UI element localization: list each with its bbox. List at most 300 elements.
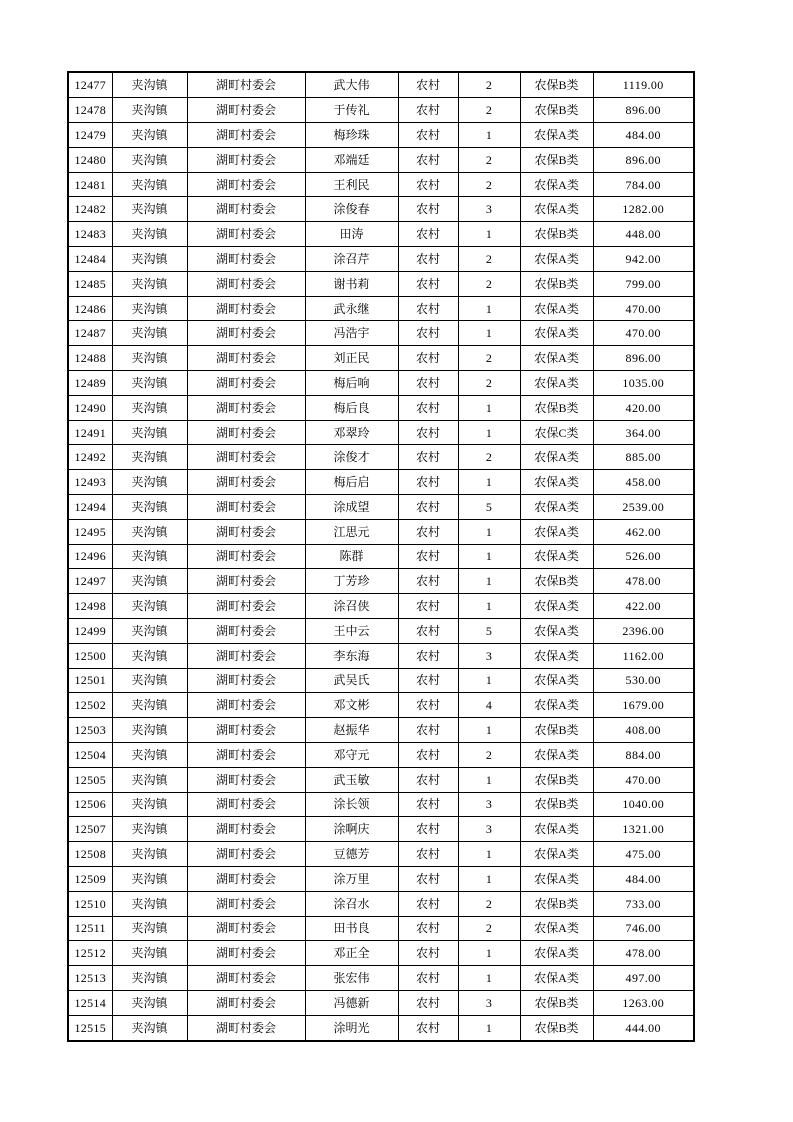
cell-town: 夹沟镇 — [112, 842, 187, 867]
table-row — [68, 222, 694, 247]
cell-id: 12487 — [68, 321, 112, 346]
cell-category: 农保B类 — [520, 222, 593, 247]
cell-type: 农村 — [398, 718, 458, 743]
cell-count: 1 — [458, 842, 520, 867]
cell-category: 农保A类 — [520, 445, 593, 470]
cell-category: 农保A类 — [520, 668, 593, 693]
table-row — [68, 172, 694, 197]
table-row — [68, 817, 694, 842]
cell-name: 武永继 — [305, 296, 398, 321]
cell-village: 湖町村委会 — [187, 296, 305, 321]
table-row — [68, 916, 694, 941]
cell-type: 农村 — [398, 123, 458, 148]
cell-count: 5 — [458, 618, 520, 643]
cell-name: 田书良 — [305, 916, 398, 941]
cell-count: 1 — [458, 321, 520, 346]
cell-village: 湖町村委会 — [187, 594, 305, 619]
cell-name: 涂明光 — [305, 1015, 398, 1041]
table-row — [68, 990, 694, 1015]
cell-type: 农村 — [398, 247, 458, 272]
cell-amount: 896.00 — [593, 98, 694, 123]
cell-id: 12503 — [68, 718, 112, 743]
cell-category: 农保A类 — [520, 346, 593, 371]
table-row — [68, 247, 694, 272]
cell-town: 夹沟镇 — [112, 197, 187, 222]
cell-name: 涂啊庆 — [305, 817, 398, 842]
cell-name: 刘正民 — [305, 346, 398, 371]
cell-amount: 470.00 — [593, 296, 694, 321]
cell-count: 1 — [458, 123, 520, 148]
cell-category: 农保B类 — [520, 718, 593, 743]
cell-type: 农村 — [398, 296, 458, 321]
cell-village: 湖町村委会 — [187, 792, 305, 817]
cell-amount: 1282.00 — [593, 197, 694, 222]
cell-name: 王中云 — [305, 618, 398, 643]
cell-id: 12481 — [68, 172, 112, 197]
cell-count: 3 — [458, 792, 520, 817]
cell-amount: 444.00 — [593, 1015, 694, 1041]
cell-count: 1 — [458, 966, 520, 991]
cell-count: 1 — [458, 519, 520, 544]
cell-id: 12512 — [68, 941, 112, 966]
cell-type: 农村 — [398, 792, 458, 817]
cell-count: 3 — [458, 197, 520, 222]
cell-village: 湖町村委会 — [187, 718, 305, 743]
cell-village: 湖町村委会 — [187, 271, 305, 296]
cell-category: 农保A类 — [520, 296, 593, 321]
cell-count: 2 — [458, 147, 520, 172]
cell-village: 湖町村委会 — [187, 817, 305, 842]
cell-amount: 884.00 — [593, 742, 694, 767]
table-row — [68, 72, 694, 98]
cell-village: 湖町村委会 — [187, 569, 305, 594]
cell-town: 夹沟镇 — [112, 296, 187, 321]
table-row — [68, 742, 694, 767]
cell-count: 1 — [458, 470, 520, 495]
table-row — [68, 618, 694, 643]
table-row — [68, 271, 694, 296]
cell-type: 农村 — [398, 72, 458, 98]
cell-name: 李东海 — [305, 643, 398, 668]
cell-id: 12490 — [68, 395, 112, 420]
cell-count: 2 — [458, 346, 520, 371]
cell-village: 湖町村委会 — [187, 643, 305, 668]
cell-village: 湖町村委会 — [187, 941, 305, 966]
cell-town: 夹沟镇 — [112, 1015, 187, 1041]
cell-count: 3 — [458, 817, 520, 842]
cell-type: 农村 — [398, 147, 458, 172]
cell-town: 夹沟镇 — [112, 767, 187, 792]
cell-name: 武吴氏 — [305, 668, 398, 693]
cell-type: 农村 — [398, 1015, 458, 1041]
table-body — [68, 72, 694, 1041]
cell-village: 湖町村委会 — [187, 445, 305, 470]
cell-town: 夹沟镇 — [112, 742, 187, 767]
cell-village: 湖町村委会 — [187, 668, 305, 693]
cell-type: 农村 — [398, 643, 458, 668]
table-row — [68, 321, 694, 346]
cell-count: 1 — [458, 941, 520, 966]
table-row — [68, 470, 694, 495]
cell-name: 谢书莉 — [305, 271, 398, 296]
table-row — [68, 371, 694, 396]
cell-category: 农保A类 — [520, 693, 593, 718]
cell-type: 农村 — [398, 321, 458, 346]
cell-town: 夹沟镇 — [112, 247, 187, 272]
cell-town: 夹沟镇 — [112, 966, 187, 991]
cell-id: 12491 — [68, 420, 112, 445]
cell-id: 12509 — [68, 866, 112, 891]
cell-id: 12500 — [68, 643, 112, 668]
cell-village: 湖町村委会 — [187, 767, 305, 792]
cell-town: 夹沟镇 — [112, 718, 187, 743]
cell-amount: 2539.00 — [593, 495, 694, 520]
cell-name: 涂长领 — [305, 792, 398, 817]
cell-id: 12479 — [68, 123, 112, 148]
cell-type: 农村 — [398, 668, 458, 693]
cell-town: 夹沟镇 — [112, 866, 187, 891]
cell-town: 夹沟镇 — [112, 470, 187, 495]
cell-village: 湖町村委会 — [187, 990, 305, 1015]
cell-amount: 784.00 — [593, 172, 694, 197]
cell-id: 12488 — [68, 346, 112, 371]
cell-town: 夹沟镇 — [112, 569, 187, 594]
cell-name: 涂召芹 — [305, 247, 398, 272]
cell-id: 12477 — [68, 72, 112, 98]
cell-type: 农村 — [398, 371, 458, 396]
cell-id: 12497 — [68, 569, 112, 594]
cell-count: 4 — [458, 693, 520, 718]
cell-amount: 364.00 — [593, 420, 694, 445]
cell-category: 农保A类 — [520, 643, 593, 668]
cell-name: 王利民 — [305, 172, 398, 197]
cell-category: 农保B类 — [520, 1015, 593, 1041]
cell-town: 夹沟镇 — [112, 544, 187, 569]
cell-name: 邓翠玲 — [305, 420, 398, 445]
cell-category: 农保A类 — [520, 594, 593, 619]
cell-type: 农村 — [398, 346, 458, 371]
cell-village: 湖町村委会 — [187, 147, 305, 172]
cell-name: 陈群 — [305, 544, 398, 569]
cell-category: 农保A类 — [520, 916, 593, 941]
cell-village: 湖町村委会 — [187, 1015, 305, 1041]
cell-id: 12495 — [68, 519, 112, 544]
cell-town: 夹沟镇 — [112, 321, 187, 346]
cell-town: 夹沟镇 — [112, 98, 187, 123]
cell-category: 农保A类 — [520, 495, 593, 520]
cell-type: 农村 — [398, 842, 458, 867]
cell-count: 2 — [458, 371, 520, 396]
cell-id: 12496 — [68, 544, 112, 569]
cell-count: 1 — [458, 718, 520, 743]
table-row — [68, 147, 694, 172]
cell-id: 12501 — [68, 668, 112, 693]
cell-amount: 422.00 — [593, 594, 694, 619]
cell-category: 农保B类 — [520, 98, 593, 123]
cell-name: 梅珍珠 — [305, 123, 398, 148]
table-row — [68, 569, 694, 594]
cell-type: 农村 — [398, 941, 458, 966]
cell-name: 邓正全 — [305, 941, 398, 966]
cell-type: 农村 — [398, 990, 458, 1015]
cell-id: 12504 — [68, 742, 112, 767]
cell-type: 农村 — [398, 767, 458, 792]
cell-count: 2 — [458, 72, 520, 98]
table-row — [68, 346, 694, 371]
table-row — [68, 544, 694, 569]
cell-category: 农保B类 — [520, 767, 593, 792]
cell-town: 夹沟镇 — [112, 817, 187, 842]
cell-name: 邓守元 — [305, 742, 398, 767]
cell-name: 涂万里 — [305, 866, 398, 891]
cell-id: 12484 — [68, 247, 112, 272]
cell-town: 夹沟镇 — [112, 72, 187, 98]
cell-count: 1 — [458, 222, 520, 247]
cell-amount: 478.00 — [593, 569, 694, 594]
cell-amount: 530.00 — [593, 668, 694, 693]
cell-town: 夹沟镇 — [112, 445, 187, 470]
cell-amount: 1040.00 — [593, 792, 694, 817]
cell-amount: 420.00 — [593, 395, 694, 420]
cell-town: 夹沟镇 — [112, 990, 187, 1015]
cell-type: 农村 — [398, 197, 458, 222]
cell-id: 12498 — [68, 594, 112, 619]
cell-town: 夹沟镇 — [112, 420, 187, 445]
cell-name: 田涛 — [305, 222, 398, 247]
cell-name: 丁芳珍 — [305, 569, 398, 594]
table-row — [68, 792, 694, 817]
cell-type: 农村 — [398, 420, 458, 445]
cell-type: 农村 — [398, 495, 458, 520]
cell-count: 3 — [458, 643, 520, 668]
cell-id: 12511 — [68, 916, 112, 941]
cell-count: 1 — [458, 1015, 520, 1041]
cell-name: 冯浩宇 — [305, 321, 398, 346]
cell-name: 涂成望 — [305, 495, 398, 520]
cell-type: 农村 — [398, 594, 458, 619]
cell-town: 夹沟镇 — [112, 693, 187, 718]
cell-count: 5 — [458, 495, 520, 520]
cell-village: 湖町村委会 — [187, 891, 305, 916]
cell-type: 农村 — [398, 966, 458, 991]
cell-count: 1 — [458, 767, 520, 792]
cell-village: 湖町村委会 — [187, 172, 305, 197]
cell-name: 邓文彬 — [305, 693, 398, 718]
cell-category: 农保B类 — [520, 891, 593, 916]
cell-count: 2 — [458, 916, 520, 941]
cell-amount: 942.00 — [593, 247, 694, 272]
cell-village: 湖町村委会 — [187, 222, 305, 247]
cell-village: 湖町村委会 — [187, 247, 305, 272]
cell-name: 江思元 — [305, 519, 398, 544]
cell-name: 武玉敏 — [305, 767, 398, 792]
cell-town: 夹沟镇 — [112, 916, 187, 941]
cell-type: 农村 — [398, 817, 458, 842]
table-row — [68, 718, 694, 743]
cell-type: 农村 — [398, 172, 458, 197]
cell-type: 农村 — [398, 395, 458, 420]
cell-name: 涂召水 — [305, 891, 398, 916]
cell-village: 湖町村委会 — [187, 470, 305, 495]
cell-id: 12505 — [68, 767, 112, 792]
cell-category: 农保A类 — [520, 321, 593, 346]
cell-amount: 497.00 — [593, 966, 694, 991]
cell-type: 农村 — [398, 742, 458, 767]
cell-amount: 2396.00 — [593, 618, 694, 643]
cell-village: 湖町村委会 — [187, 197, 305, 222]
cell-category: 农保A类 — [520, 866, 593, 891]
cell-id: 12494 — [68, 495, 112, 520]
table-row — [68, 594, 694, 619]
cell-amount: 408.00 — [593, 718, 694, 743]
cell-type: 农村 — [398, 618, 458, 643]
cell-amount: 733.00 — [593, 891, 694, 916]
cell-town: 夹沟镇 — [112, 495, 187, 520]
cell-town: 夹沟镇 — [112, 891, 187, 916]
cell-amount: 470.00 — [593, 321, 694, 346]
cell-category: 农保B类 — [520, 72, 593, 98]
cell-id: 12499 — [68, 618, 112, 643]
cell-id: 12508 — [68, 842, 112, 867]
cell-town: 夹沟镇 — [112, 668, 187, 693]
cell-type: 农村 — [398, 445, 458, 470]
cell-town: 夹沟镇 — [112, 792, 187, 817]
cell-type: 农村 — [398, 98, 458, 123]
cell-id: 12493 — [68, 470, 112, 495]
cell-amount: 799.00 — [593, 271, 694, 296]
table-row — [68, 891, 694, 916]
cell-amount: 526.00 — [593, 544, 694, 569]
cell-category: 农保A类 — [520, 197, 593, 222]
cell-count: 1 — [458, 668, 520, 693]
pension-record-table — [67, 71, 695, 1042]
cell-village: 湖町村委会 — [187, 495, 305, 520]
cell-category: 农保A类 — [520, 519, 593, 544]
table-row — [68, 941, 694, 966]
cell-category: 农保B类 — [520, 792, 593, 817]
cell-category: 农保A类 — [520, 172, 593, 197]
table-row — [68, 420, 694, 445]
cell-name: 梅后响 — [305, 371, 398, 396]
cell-count: 1 — [458, 296, 520, 321]
cell-amount: 478.00 — [593, 941, 694, 966]
cell-village: 湖町村委会 — [187, 916, 305, 941]
cell-amount: 1263.00 — [593, 990, 694, 1015]
cell-id: 12513 — [68, 966, 112, 991]
cell-name: 冯德新 — [305, 990, 398, 1015]
cell-amount: 1162.00 — [593, 643, 694, 668]
cell-village: 湖町村委会 — [187, 420, 305, 445]
cell-category: 农保A类 — [520, 247, 593, 272]
cell-name: 张宏伟 — [305, 966, 398, 991]
cell-category: 农保A类 — [520, 618, 593, 643]
cell-category: 农保B类 — [520, 395, 593, 420]
cell-village: 湖町村委会 — [187, 98, 305, 123]
cell-id: 12486 — [68, 296, 112, 321]
cell-category: 农保B类 — [520, 147, 593, 172]
cell-amount: 896.00 — [593, 346, 694, 371]
cell-type: 农村 — [398, 916, 458, 941]
cell-amount: 746.00 — [593, 916, 694, 941]
cell-id: 12483 — [68, 222, 112, 247]
cell-town: 夹沟镇 — [112, 643, 187, 668]
cell-village: 湖町村委会 — [187, 123, 305, 148]
cell-category: 农保A类 — [520, 123, 593, 148]
cell-category: 农保B类 — [520, 569, 593, 594]
cell-amount: 1679.00 — [593, 693, 694, 718]
cell-village: 湖町村委会 — [187, 618, 305, 643]
cell-category: 农保A类 — [520, 742, 593, 767]
cell-id: 12478 — [68, 98, 112, 123]
cell-amount: 1321.00 — [593, 817, 694, 842]
cell-village: 湖町村委会 — [187, 693, 305, 718]
cell-count: 1 — [458, 420, 520, 445]
cell-amount: 458.00 — [593, 470, 694, 495]
table-row — [68, 98, 694, 123]
cell-type: 农村 — [398, 519, 458, 544]
cell-village: 湖町村委会 — [187, 519, 305, 544]
cell-count: 2 — [458, 271, 520, 296]
cell-name: 涂召侠 — [305, 594, 398, 619]
table-row — [68, 1015, 694, 1041]
cell-town: 夹沟镇 — [112, 941, 187, 966]
cell-amount: 896.00 — [593, 147, 694, 172]
cell-village: 湖町村委会 — [187, 321, 305, 346]
cell-id: 12514 — [68, 990, 112, 1015]
cell-amount: 1035.00 — [593, 371, 694, 396]
cell-name: 涂俊春 — [305, 197, 398, 222]
cell-town: 夹沟镇 — [112, 395, 187, 420]
cell-category: 农保A类 — [520, 371, 593, 396]
cell-count: 1 — [458, 594, 520, 619]
table-row — [68, 197, 694, 222]
cell-count: 2 — [458, 172, 520, 197]
cell-amount: 484.00 — [593, 866, 694, 891]
table-row — [68, 643, 694, 668]
cell-village: 湖町村委会 — [187, 544, 305, 569]
cell-category: 农保B类 — [520, 271, 593, 296]
cell-count: 1 — [458, 569, 520, 594]
cell-village: 湖町村委会 — [187, 395, 305, 420]
table-row — [68, 123, 694, 148]
table-row — [68, 842, 694, 867]
cell-count: 1 — [458, 866, 520, 891]
cell-amount: 484.00 — [593, 123, 694, 148]
cell-type: 农村 — [398, 866, 458, 891]
table-row — [68, 866, 694, 891]
cell-id: 12515 — [68, 1015, 112, 1041]
cell-count: 1 — [458, 395, 520, 420]
cell-town: 夹沟镇 — [112, 222, 187, 247]
cell-name: 赵振华 — [305, 718, 398, 743]
table-row — [68, 395, 694, 420]
cell-amount: 885.00 — [593, 445, 694, 470]
cell-town: 夹沟镇 — [112, 271, 187, 296]
cell-village: 湖町村委会 — [187, 371, 305, 396]
cell-town: 夹沟镇 — [112, 172, 187, 197]
table-row — [68, 693, 694, 718]
cell-category: 农保A类 — [520, 842, 593, 867]
table-row — [68, 445, 694, 470]
cell-amount: 1119.00 — [593, 72, 694, 98]
cell-name: 邓端廷 — [305, 147, 398, 172]
cell-town: 夹沟镇 — [112, 371, 187, 396]
cell-name: 于传礼 — [305, 98, 398, 123]
cell-amount: 470.00 — [593, 767, 694, 792]
cell-category: 农保A类 — [520, 544, 593, 569]
cell-count: 3 — [458, 990, 520, 1015]
cell-amount: 448.00 — [593, 222, 694, 247]
